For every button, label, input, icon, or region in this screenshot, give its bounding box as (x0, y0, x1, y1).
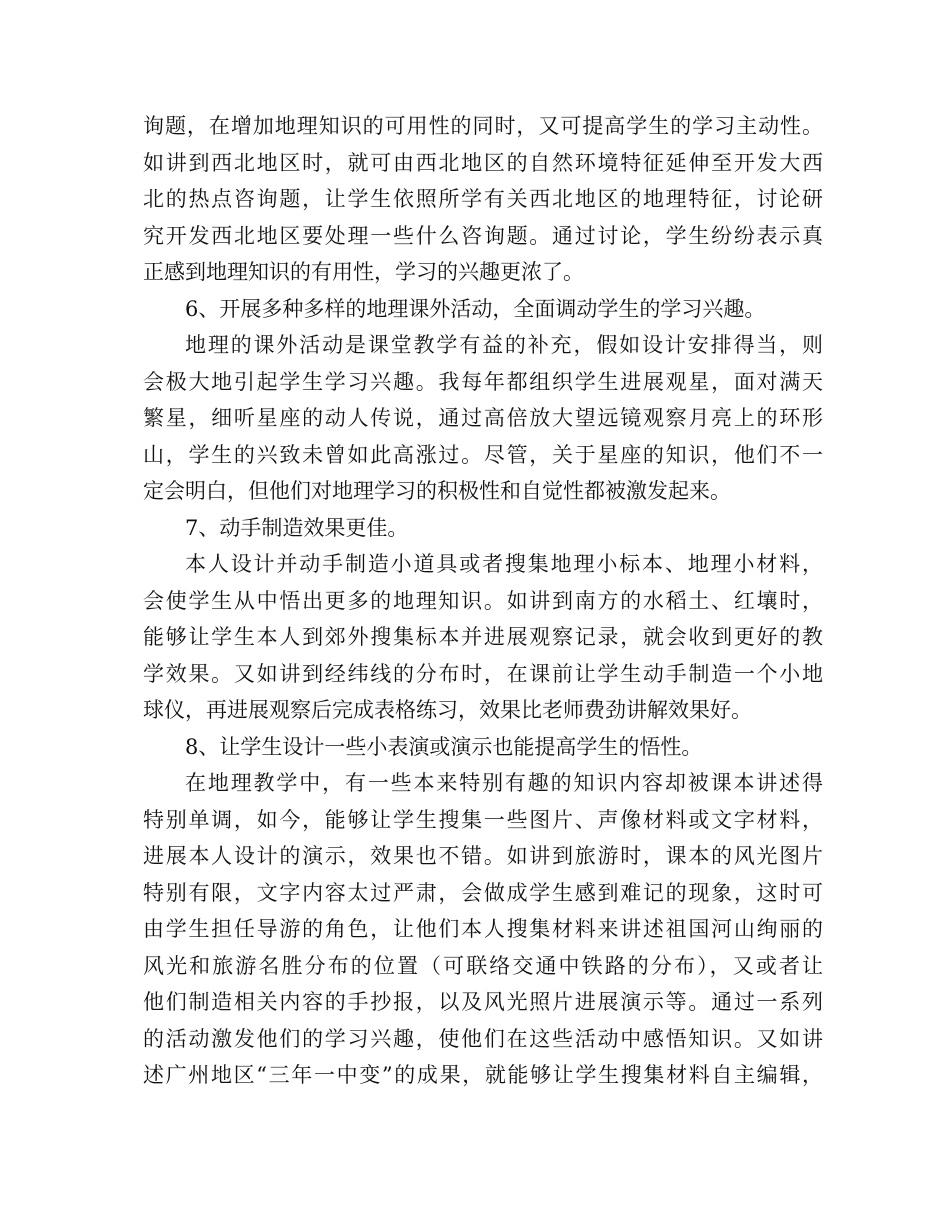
text-line: 北的热点咨询题，让学生依照所学有关西北地区的地理特征，讨论研 (143, 187, 823, 211)
text-line: 由学生担任导游的角色，让他们本人搜集材料来讲述祖国河山绚丽的 (143, 917, 823, 941)
text-line: 会极大地引起学生学习兴趣。我每年都组织学生进展观星，面对满天 (143, 369, 823, 394)
text-line: 地理的课外活动是课堂教学有益的补充，假如设计安排得当，则 (185, 333, 823, 357)
section-heading-7: 7、动手制造效果更佳。 (185, 515, 409, 540)
text-line: 繁星，细听星座的动人传说，通过高倍放大望远镜观察月亮上的环形 (143, 406, 823, 430)
text-line: 述广州地区“三年一中变”的成果，就能够让学生搜集材料自主编辑， (143, 1063, 823, 1087)
text-line: 会使学生从中悟出更多的地理知识。如讲到南方的水稻土、红壤时， (143, 588, 823, 613)
text-line: 风光和旅游名胜分布的位置（可联络交通中铁路的分布），又或者让 (143, 953, 823, 978)
text-line: 的活动激发他们的学习兴趣，使他们在这些活动中感悟知识。又如讲 (143, 1026, 823, 1051)
section-heading-6: 6、开展多种多样的地理课外活动，全面调动学生的学习兴趣。 (185, 296, 766, 321)
text-line: 进展本人设计的演示，效果也不错。如讲到旅游时，课本的风光图片 (143, 844, 823, 868)
text-line: 学效果。又如讲到经纬线的分布时，在课前让学生动手制造一个小地 (143, 661, 823, 686)
text-line: 定会明白，但他们对地理学习的积极性和自觉性都被激发起来。 (143, 479, 731, 503)
text-line: 特别单调，如今，能够让学生搜集一些图片、声像材料或文字材料， (143, 807, 823, 832)
text-line: 球仪，再进展观察后完成表格练习，效果比老师费劲讲解效果好。 (143, 698, 752, 722)
text-line: 究开发西北地区要处理一些什么咨询题。通过讨论，学生纷纷表示真 (143, 223, 823, 248)
text-line: 正感到地理知识的有用性，学习的兴趣更浓了。 (143, 260, 584, 284)
text-line: 山，学生的兴致未曾如此高涨过。尽管，关于星座的知识，他们不一 (143, 442, 823, 467)
text-line: 本人设计并动手制造小道具或者搜集地理小标本、地理小材料， (185, 552, 823, 576)
text-line: 如讲到西北地区时，就可由西北地区的自然环境特征延伸至开发大西 (143, 150, 823, 175)
text-line: 他们制造相关内容的手抄报，以及风光照片进展演示等。通过一系列 (143, 990, 823, 1014)
section-heading-8: 8、让学生设计一些小表演或演示也能提高学生的悟性。 (185, 734, 703, 759)
text-line: 特别有限，文字内容太过严肃，会做成学生感到难记的现象，这时可 (143, 880, 823, 905)
text-line: 在地理教学中，有一些本来特别有趣的知识内容却被课本讲述得 (185, 771, 823, 795)
text-line: 能够让学生本人到郊外搜集标本并进展观察记录，就会收到更好的教 (143, 625, 823, 649)
document-body (143, 108, 823, 1094)
text-line: 询题，在增加地理知识的可用性的同时，又可提高学生的学习主动性。 (143, 114, 823, 138)
